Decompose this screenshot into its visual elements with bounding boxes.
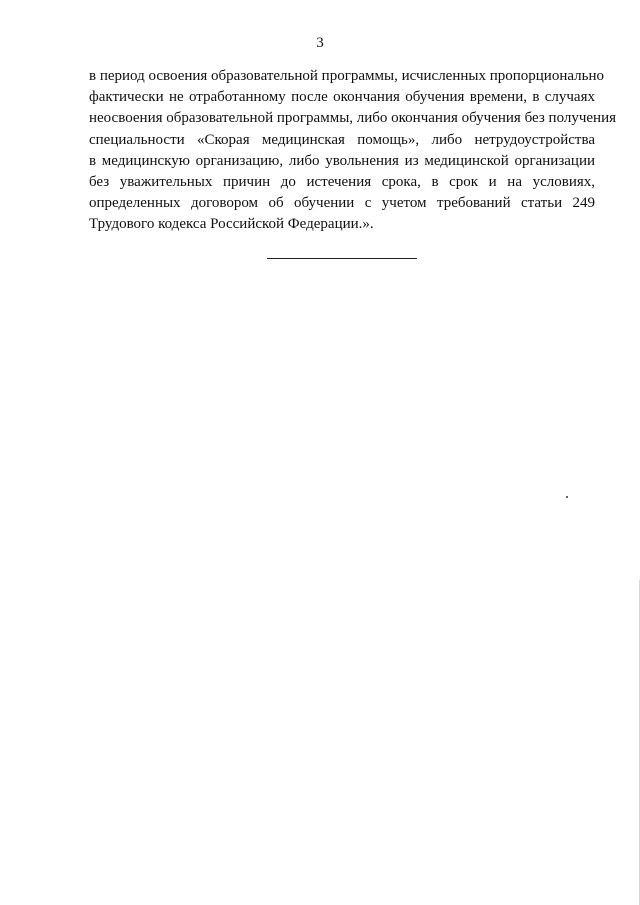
paragraph-line: фактически не отработанному после окончания обучения времени, в случаях: [89, 89, 595, 106]
scan-speck: [566, 496, 568, 498]
body-paragraph: [89, 66, 617, 236]
paragraph-line: в медицинскую организацию, либо увольнения из медицинской организации: [89, 152, 595, 169]
paragraph-line: в период освоения образовательной программы, исчисленных пропорционально: [89, 68, 604, 84]
page-number: 3: [316, 35, 324, 51]
paragraph-line: Трудового кодекса Российской Федерации.».: [89, 216, 374, 233]
end-separator-line: [267, 258, 417, 259]
paragraph-line: определенных договором об обучении с учетом требований статьи 249: [89, 195, 595, 212]
paragraph-line: неосвоения образовательной программы, либо окончания обучения без получения: [89, 110, 617, 127]
paragraph-line: без уважительных причин до истечения срока, в срок и на условиях,: [89, 174, 595, 191]
paragraph-line: специальности «Скорая медицинская помощь», либо нетрудоустройства: [89, 131, 595, 148]
